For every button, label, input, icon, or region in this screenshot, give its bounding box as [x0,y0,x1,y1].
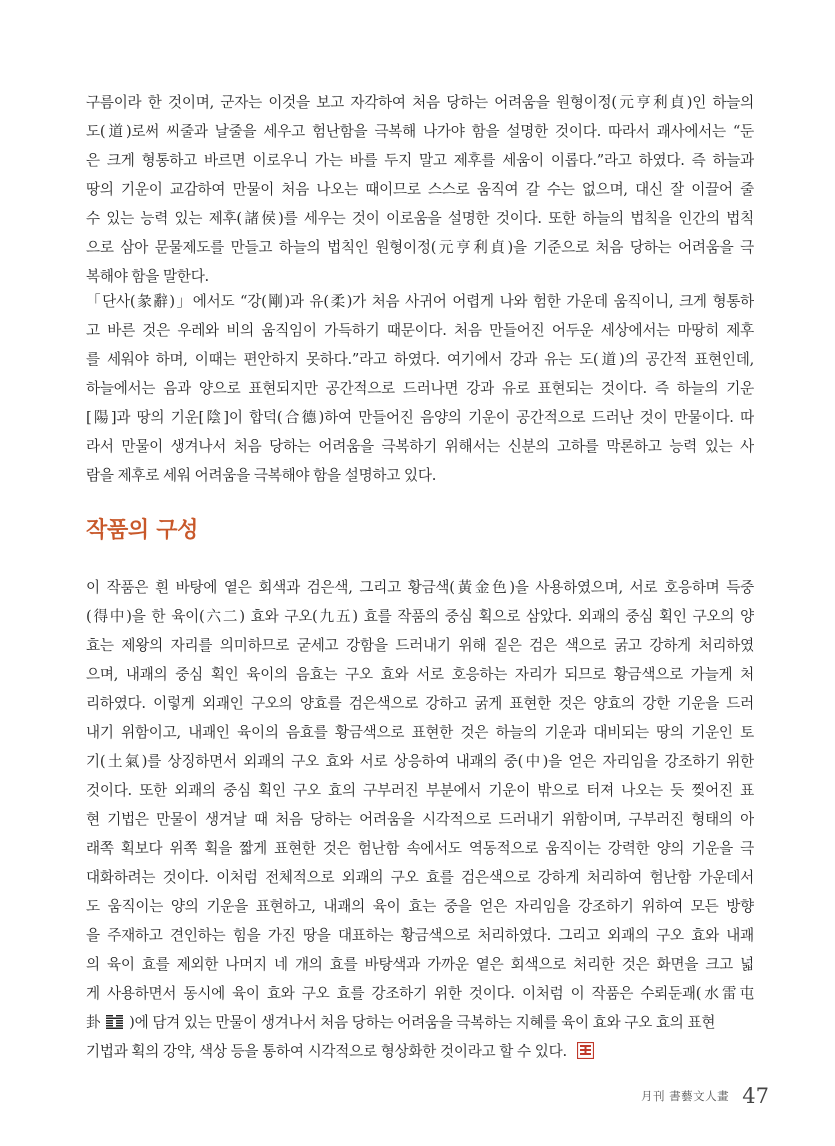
text-line-with-hexagram [86,1008,754,1037]
text-line: 「단사(彖辭)」에서도 “강(剛)과 유(柔)가 처음 사귀어 어렵게 나와 험한 가운데 움직이니, 크게 형통하 [86,293,754,310]
text-line: 를 세워야 하며, 이때는 편안하지 못하다.”라고 하였다. 여기에서 강과 유는 도(道)의 공간적 표현인데, [86,351,754,368]
page-footer [641,1084,769,1108]
seal-end-mark-icon [577,1042,594,1059]
paragraph-2 [86,287,754,490]
text-line: 을 주재하고 견인하는 힘을 가진 땅을 대표하는 황금색으로 처리하였다. 그리고 외괘의 구오 효와 내괘 [86,927,754,944]
text-line: 기(土氣)를 상징하면서 외괘의 구오 효와 서로 상응하여 내괘의 중(中)을 얻은 자리임을 강조하기 위한 [86,753,754,770]
text-line: 래쪽 획보다 위쪽 획을 짧게 표현한 것은 험난함 속에서도 역동적으로 움직이는 강력한 양의 기운을 극 [86,840,754,857]
text-line: 으로 삼아 문물제도를 만들고 하늘의 법칙인 원형이정(元亨利貞)을 기준으로 처음 당하는 어려움을 극 [86,239,754,256]
text-line: 내기 위함이고, 내괘인 육이의 음효를 황금색으로 표현한 것은 하늘의 기운과 대비되는 땅의 기운인 토 [86,724,754,741]
magazine-name: 月刊 書藝文人畫 [641,1089,730,1103]
text-line-last [86,1037,754,1066]
text-fragment: 卦 [86,1014,101,1031]
text-line: 대화하려는 것이다. 이처럼 전체적으로 외괘의 구오 효를 검은색으로 강하게 처리하여 험난함 가운데서 [86,869,754,886]
text-line: 라서 만물이 생겨나서 처음 당하는 어려움을 극복하기 위해서는 신분의 고하를 막론하고 능력 있는 사 [86,438,754,455]
text-line: 구름이라 한 것이며, 군자는 이것을 보고 자각하여 처음 당하는 어려움을 원형이정(元亨利貞)인 하늘의 [86,94,754,111]
text-line: 하늘에서는 음과 양으로 표현되지만 공간적으로 드러나면 강과 유로 표현되는 것이다. 즉 하늘의 기운 [86,380,754,397]
text-line: 리하였다. 이렇게 외괘인 구오의 양효를 검은색으로 강하고 굵게 표현한 것은 양효의 강한 기운을 드러 [86,695,754,712]
text-line: 의 육이 효를 제외한 나머지 네 개의 효를 바탕색과 가까운 옅은 회색으로 처리한 것은 화면을 크고 넓 [86,956,754,973]
text-fragment: 기법과 획의 강약, 색상 등을 통하여 시각적으로 형상화한 것이라고 할 수 있다. [86,1043,567,1060]
text-line: 땅의 기운이 교감하여 만물이 처음 나오는 때이므로 스스로 움직여 갈 수는 없으며, 대신 잘 이끌어 줄 [86,181,754,198]
text-line: 고 바른 것은 우레와 비의 움직임이 가득하기 때문이다. 처음 만들어진 어두운 세상에서는 마땅히 제후 [86,322,754,339]
paragraph-1 [86,88,754,291]
text-line: [陽]과 땅의 기운[陰]이 합덕(合德)하여 만들어진 음양의 기운이 공간적으로 드러난 것이 만물이다. 따 [86,409,754,426]
text-line: 은 크게 형통하고 바르면 이로우니 가는 바를 두지 말고 제후를 세움이 이롭다.”라고 하였다. 즉 하늘과 [86,152,754,169]
page-number: 47 [742,1084,769,1108]
text-line: 도 움직이는 양의 기운을 표현하고, 내괘의 육이 효는 중을 얻은 자리임을 강조하기 위하여 모든 방향 [86,898,754,915]
section-heading: 작품의 구성 [86,518,199,543]
text-line: (得中)을 한 육이(六二) 효와 구오(九五) 효를 작품의 중심 획으로 삼았다. 외괘의 중심 획인 구오의 양 [86,608,754,625]
text-line: 복해야 함을 말한다. [86,268,209,285]
text-line: 현 기법은 만물이 생겨날 때 처음 당하는 어려움을 시각적으로 드러내기 위함이며, 구부러진 형태의 아 [86,811,754,828]
text-line: 이 작품은 흰 바탕에 옅은 회색과 검은색, 그리고 황금색(黃金色)을 사용하였으며, 서로 호응하며 득중 [86,579,754,596]
text-line: 게 사용하면서 동시에 육이 효와 구오 효를 강조하기 위한 것이다. 이처럼 이 작품은 수뢰둔괘(水雷屯 [86,985,754,1002]
water-thunder-hexagram-icon [106,1015,123,1029]
text-line: 수 있는 능력 있는 제후(諸侯)를 세우는 것이 이로움을 설명한 것이다. 또한 하늘의 법칙을 인간의 법칙 [86,210,754,227]
text-line: 것이다. 또한 외괘의 중심 획인 구오 효의 구부러진 부분에서 기운이 밖으로 터져 나오는 듯 찢어진 표 [86,782,754,799]
text-line: 도(道)로써 씨줄과 날줄을 세우고 험난함을 극복해 나가야 함을 설명한 것이다. 따라서 괘사에서는 “둔 [86,123,754,140]
text-line: 으며, 내괘의 중심 획인 육이의 음효는 구오 효와 서로 호응하는 자리가 되므로 황금색으로 가늘게 처 [86,666,754,683]
paragraph-3 [86,573,754,1066]
text-line: 효는 제왕의 자리를 의미하므로 굳세고 강함을 드러내기 위해 짙은 검은 색으로 굵고 강하게 처리하였 [86,637,754,654]
text-fragment: )에 담겨 있는 만물이 생겨나서 처음 당하는 어려움을 극복하는 지혜를 육이 효와 구오 효의 표현 [129,1014,716,1031]
text-line: 람을 제후로 세워 어려움을 극복해야 함을 설명하고 있다. [86,467,437,484]
